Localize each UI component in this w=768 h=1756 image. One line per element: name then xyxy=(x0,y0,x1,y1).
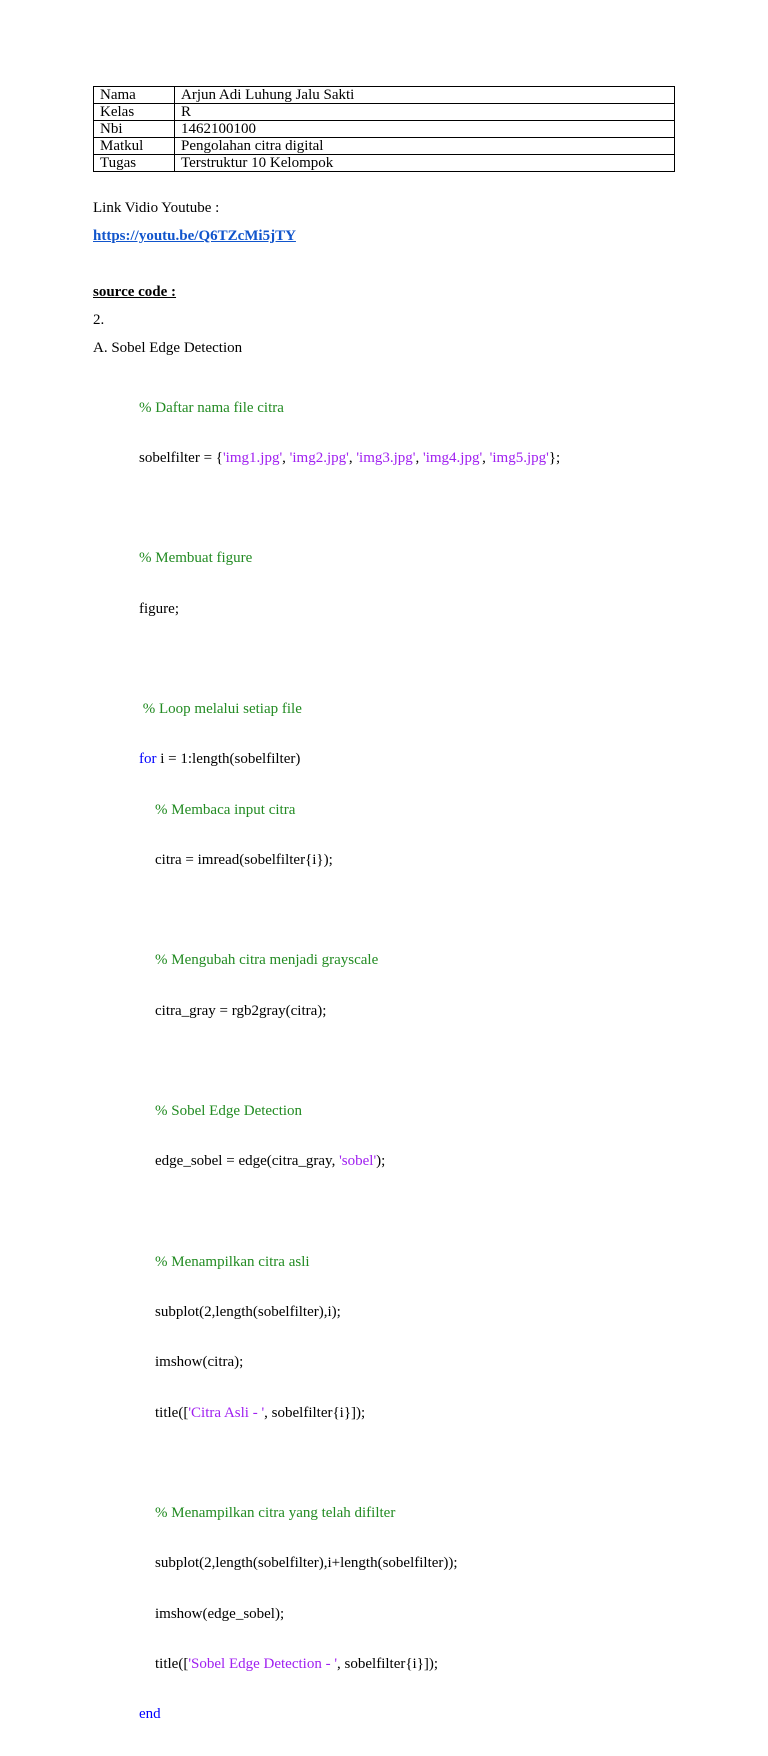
student-info-table xyxy=(93,86,675,172)
code-block xyxy=(139,366,560,1756)
code-line xyxy=(139,601,560,618)
code-text: figure; xyxy=(139,600,179,617)
code-line xyxy=(139,751,560,768)
code-line xyxy=(139,1003,560,1020)
table-row xyxy=(94,87,675,104)
code-text: , sobelfilter{i}]); xyxy=(264,1404,366,1421)
code-line-blank xyxy=(139,1053,560,1070)
table-row xyxy=(94,155,675,172)
code-text: }; xyxy=(548,449,561,466)
code-line xyxy=(139,1606,560,1623)
row-value: Terstruktur 10 Kelompok xyxy=(175,155,675,172)
code-line xyxy=(139,1254,560,1271)
code-line xyxy=(139,701,560,718)
code-string: 'sobel' xyxy=(339,1153,377,1170)
row-label: Nama xyxy=(94,87,175,104)
code-text: citra = imread(sobelfilter{i}); xyxy=(155,851,333,868)
code-line xyxy=(139,450,560,467)
code-keyword: for xyxy=(139,751,157,768)
code-line xyxy=(139,1153,560,1170)
code-line xyxy=(139,400,560,417)
link-label: Link Vidio Youtube : xyxy=(93,200,220,216)
code-line-blank xyxy=(139,1455,560,1472)
code-string: 'img4.jpg' xyxy=(423,449,483,466)
code-text: , xyxy=(415,449,423,466)
code-line xyxy=(139,952,560,969)
code-text: subplot(2,length(sobelfilter),i); xyxy=(155,1304,341,1320)
row-label: Matkul xyxy=(94,138,175,155)
code-text: ); xyxy=(376,1153,386,1170)
code-string: 'img1.jpg' xyxy=(222,449,283,466)
code-string: 'Sobel Edge Detection - ' xyxy=(188,1655,338,1672)
section-number: 2. xyxy=(93,312,105,328)
code-line xyxy=(139,1706,560,1723)
code-comment: % Loop melalui setiap file xyxy=(139,701,302,717)
source-code-heading: source code : xyxy=(93,284,177,300)
code-text: , xyxy=(348,449,357,466)
code-line xyxy=(139,1103,560,1120)
youtube-link[interactable]: https://youtu.be/Q6TZcMi5jTY xyxy=(93,228,296,244)
code-line xyxy=(139,852,560,869)
code-line-blank xyxy=(139,902,560,919)
code-string: 'img5.jpg' xyxy=(489,449,549,466)
code-text: title([ xyxy=(155,1404,189,1421)
code-keyword: end xyxy=(139,1706,161,1722)
row-value: R xyxy=(175,104,675,121)
table-row xyxy=(94,104,675,121)
code-text: edge_sobel = edge(citra_gray, xyxy=(155,1153,340,1170)
code-text: , xyxy=(482,449,490,466)
row-label: Kelas xyxy=(94,104,175,121)
row-label: Tugas xyxy=(94,155,175,172)
code-text: imshow(edge_sobel); xyxy=(155,1605,285,1622)
code-comment: % Menampilkan citra asli xyxy=(155,1253,310,1270)
row-value: Arjun Adi Luhung Jalu Sakti xyxy=(175,87,675,104)
code-comment: % Sobel Edge Detection xyxy=(155,1103,303,1119)
code-text: title([ xyxy=(155,1655,189,1672)
code-line xyxy=(139,550,560,567)
code-text: citra_gray = rgb2gray(citra); xyxy=(155,1002,327,1019)
code-text: sobelfilter = { xyxy=(139,449,223,466)
table-row xyxy=(94,138,675,155)
code-comment: % Membuat figure xyxy=(139,550,253,567)
table-row xyxy=(94,121,675,138)
code-comment: % Menampilkan citra yang telah difilter xyxy=(155,1505,396,1521)
code-text: subplot(2,length(sobelfilter),i+length(sobelfilter)); xyxy=(155,1555,458,1572)
code-string: 'img2.jpg' xyxy=(289,449,349,466)
code-line xyxy=(139,1555,560,1572)
code-text: , xyxy=(282,449,290,466)
code-text: , sobelfilter{i}]); xyxy=(337,1655,439,1672)
code-line-blank xyxy=(139,500,560,517)
code-string: 'Citra Asli - ' xyxy=(188,1404,265,1421)
code-comment: % Mengubah citra menjadi grayscale xyxy=(155,952,379,969)
code-line xyxy=(139,1656,560,1673)
code-line xyxy=(139,1505,560,1522)
code-line xyxy=(139,1405,560,1422)
code-string: 'img3.jpg' xyxy=(356,449,416,466)
row-value: Pengolahan citra digital xyxy=(175,138,675,155)
row-value: 1462100100 xyxy=(175,121,675,138)
section-title: A. Sobel Edge Detection xyxy=(93,340,243,356)
code-comment: % Daftar nama file citra xyxy=(139,399,284,416)
row-label: Nbi xyxy=(94,121,175,138)
code-text: imshow(citra); xyxy=(155,1354,244,1371)
code-text: i = 1:length(sobelfilter) xyxy=(156,751,301,768)
code-line-blank xyxy=(139,1204,560,1221)
code-line xyxy=(139,1354,560,1371)
code-comment: % Membaca input citra xyxy=(155,801,296,818)
code-line xyxy=(139,802,560,819)
code-line xyxy=(139,1304,560,1321)
code-line-blank xyxy=(139,651,560,668)
